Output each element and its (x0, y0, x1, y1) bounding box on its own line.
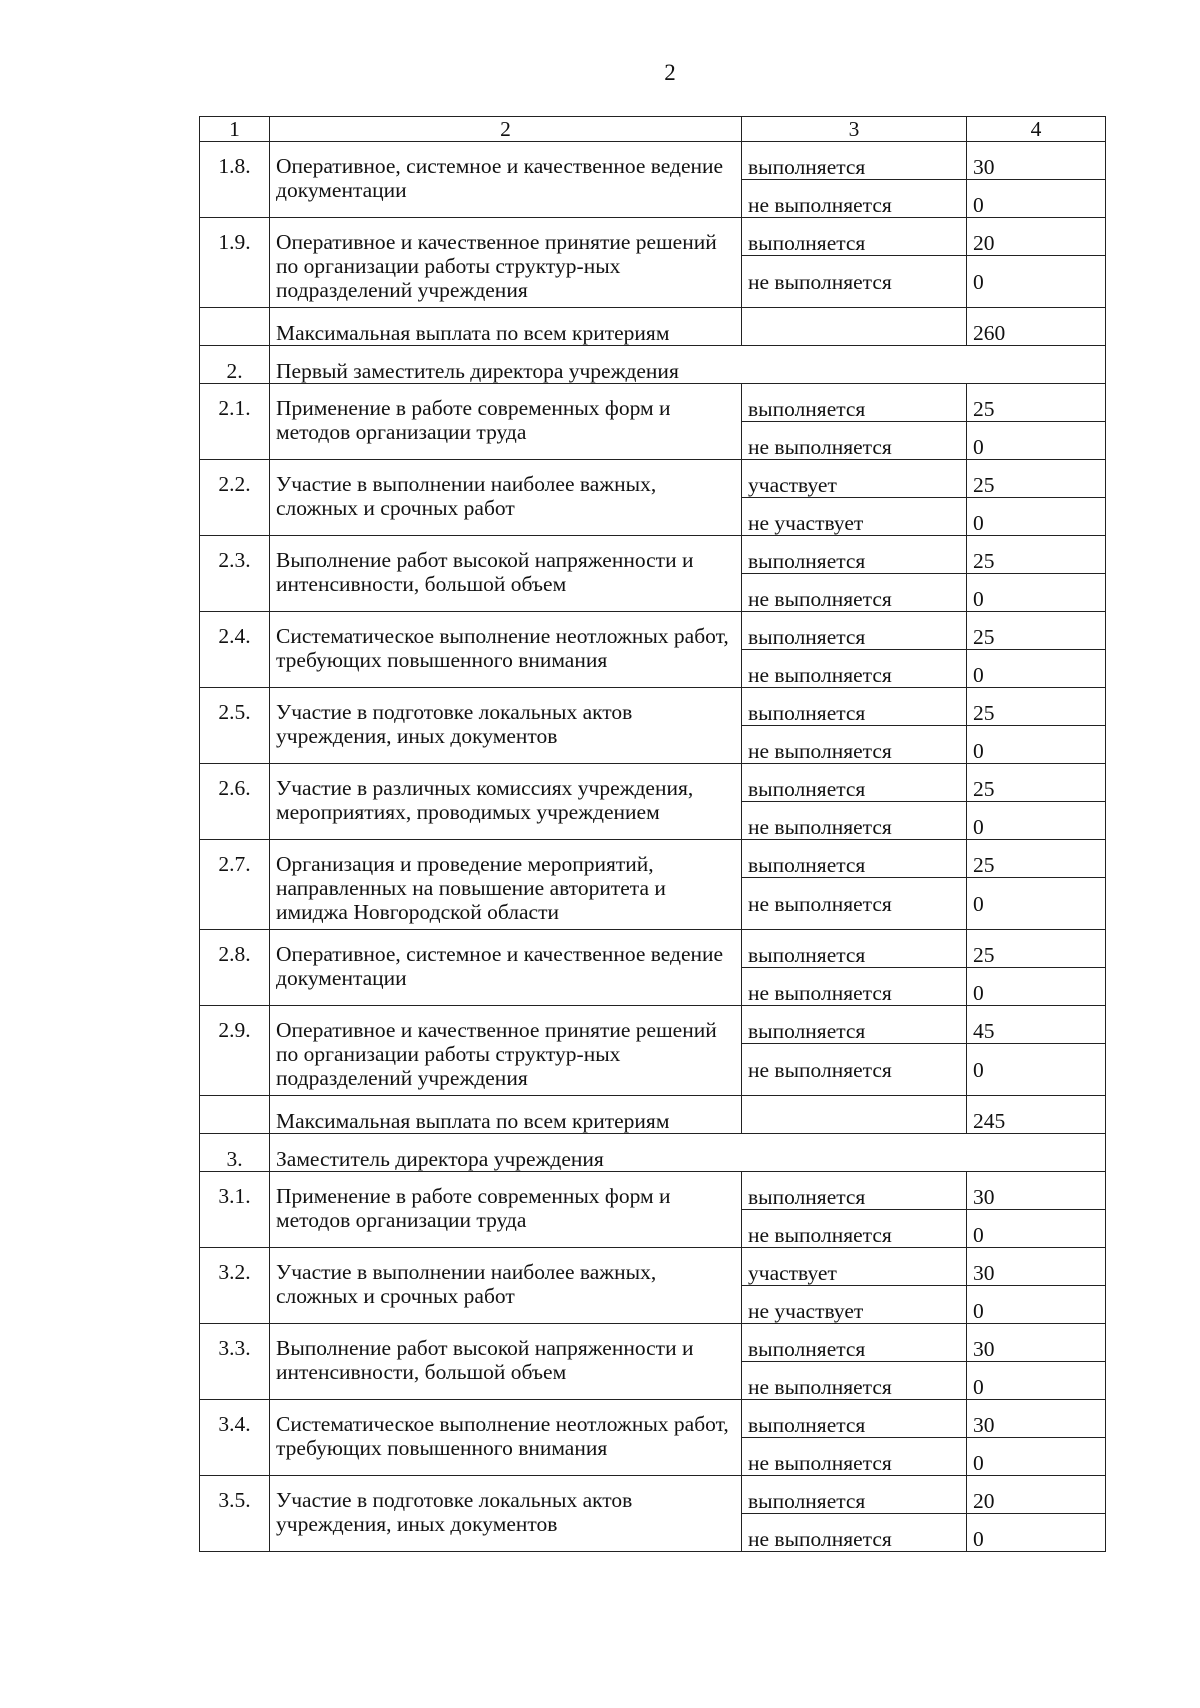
outcome-status: выполняется (742, 840, 967, 878)
criterion-number: 3.5. (200, 1476, 270, 1552)
criterion-row (200, 930, 1106, 968)
outcome-status: не выполняется (742, 256, 967, 308)
criterion-number: 2.6. (200, 764, 270, 840)
outcome-status: участвует (742, 460, 967, 498)
outcome-score: 20 (967, 1476, 1106, 1514)
outcome-status: не выполняется (742, 1438, 967, 1476)
criterion-text: Оперативное и качественное принятие решений по организации работы структур-ных подразделений учреждения (270, 1006, 742, 1096)
outcome-score: 0 (967, 1044, 1106, 1096)
outcome-status: выполняется (742, 1324, 967, 1362)
outcome-score: 25 (967, 612, 1106, 650)
outcome-score: 25 (967, 930, 1106, 968)
outcome-score: 30 (967, 142, 1106, 180)
criterion-number: 3.1. (200, 1172, 270, 1248)
outcome-score: 30 (967, 1172, 1106, 1210)
criterion-row (200, 1400, 1106, 1438)
criterion-text: Оперативное, системное и качественное ведение документации (270, 142, 742, 218)
outcome-score: 0 (967, 256, 1106, 308)
outcome-score: 0 (967, 1210, 1106, 1248)
outcome-status: выполняется (742, 1400, 967, 1438)
criterion-text: Выполнение работ высокой напряженности и интенсивности, большой объем (270, 1324, 742, 1400)
outcome-score: 0 (967, 968, 1106, 1006)
outcome-status: не участвует (742, 1286, 967, 1324)
outcome-status: выполняется (742, 688, 967, 726)
outcome-status: не выполняется (742, 650, 967, 688)
outcome-score: 25 (967, 536, 1106, 574)
total-row (200, 308, 1106, 346)
criterion-number: 1.9. (200, 218, 270, 308)
page-number: 2 (664, 60, 676, 85)
outcome-score: 0 (967, 422, 1106, 460)
section-number: 2. (200, 346, 270, 384)
outcome-score: 30 (967, 1400, 1106, 1438)
criterion-text: Выполнение работ высокой напряженности и интенсивности, большой объем (270, 536, 742, 612)
criterion-number: 1.8. (200, 142, 270, 218)
criterion-row (200, 840, 1106, 878)
outcome-score: 0 (967, 574, 1106, 612)
outcome-score: 0 (967, 650, 1106, 688)
criterion-number: 2.4. (200, 612, 270, 688)
criterion-text: Организация и проведение мероприятий, направленных на повышение авторитета и имиджа Новгородской области (270, 840, 742, 930)
column-number-row (200, 117, 1106, 142)
outcome-status: выполняется (742, 930, 967, 968)
outcome-score: 20 (967, 218, 1106, 256)
outcome-score: 0 (967, 1438, 1106, 1476)
total-score: 260 (967, 308, 1106, 346)
outcome-score: 0 (967, 1362, 1106, 1400)
outcome-status: выполняется (742, 612, 967, 650)
total-label: Максимальная выплата по всем критериям (270, 1096, 742, 1134)
criterion-text: Применение в работе современных форм и методов организации труда (270, 384, 742, 460)
section-title: Первый заместитель директора учреждения (270, 346, 1106, 384)
outcome-status: не выполняется (742, 1044, 967, 1096)
outcome-status: выполняется (742, 536, 967, 574)
outcome-score: 30 (967, 1324, 1106, 1362)
criterion-row (200, 536, 1106, 574)
criterion-text: Применение в работе современных форм и методов организации труда (270, 1172, 742, 1248)
outcome-status: не выполняется (742, 802, 967, 840)
criterion-row (200, 1172, 1106, 1210)
outcome-status: выполняется (742, 218, 967, 256)
criterion-row (200, 1248, 1106, 1286)
outcome-status: выполняется (742, 1476, 967, 1514)
criterion-text: Систематическое выполнение неотложных работ, требующих повышенного внимания (270, 1400, 742, 1476)
criterion-row (200, 218, 1106, 256)
column-number: 2 (270, 117, 742, 142)
criterion-text: Участие в подготовке локальных актов учреждения, иных документов (270, 688, 742, 764)
outcome-status: не участвует (742, 498, 967, 536)
criterion-number: 3.3. (200, 1324, 270, 1400)
outcome-score: 0 (967, 498, 1106, 536)
outcome-status: не выполняется (742, 422, 967, 460)
outcome-score: 25 (967, 764, 1106, 802)
outcome-score: 30 (967, 1248, 1106, 1286)
outcome-score: 0 (967, 1286, 1106, 1324)
outcome-status: не выполняется (742, 574, 967, 612)
total-number (200, 308, 270, 346)
criterion-number: 2.2. (200, 460, 270, 536)
outcome-score: 0 (967, 180, 1106, 218)
outcome-score: 45 (967, 1006, 1106, 1044)
criterion-row (200, 142, 1106, 180)
outcome-score: 25 (967, 384, 1106, 422)
criterion-text: Оперативное и качественное принятие решений по организации работы структур-ных подразделений учреждения (270, 218, 742, 308)
outcome-status: выполняется (742, 1006, 967, 1044)
outcome-score: 0 (967, 726, 1106, 764)
criterion-number: 3.4. (200, 1400, 270, 1476)
criterion-number: 2.5. (200, 688, 270, 764)
outcome-status: не выполняется (742, 968, 967, 1006)
criteria-table-body (200, 117, 1106, 1552)
criterion-text: Оперативное, системное и качественное ведение документации (270, 930, 742, 1006)
total-score: 245 (967, 1096, 1106, 1134)
outcome-score: 0 (967, 802, 1106, 840)
section-row (200, 1134, 1106, 1172)
criterion-row (200, 764, 1106, 802)
outcome-status: выполняется (742, 764, 967, 802)
criterion-number: 2.1. (200, 384, 270, 460)
criterion-text: Участие в выполнении наиболее важных, сложных и срочных работ (270, 460, 742, 536)
outcome-score: 25 (967, 460, 1106, 498)
criterion-row (200, 688, 1106, 726)
criterion-text: Участие в выполнении наиболее важных, сложных и срочных работ (270, 1248, 742, 1324)
outcome-status: выполняется (742, 142, 967, 180)
criteria-table (199, 116, 1106, 1552)
section-title: Заместитель директора учреждения (270, 1134, 1106, 1172)
column-number: 3 (742, 117, 967, 142)
criterion-row (200, 384, 1106, 422)
criterion-number: 2.3. (200, 536, 270, 612)
column-number: 4 (967, 117, 1106, 142)
criterion-text: Участие в подготовке локальных актов учреждения, иных документов (270, 1476, 742, 1552)
criterion-number: 2.9. (200, 1006, 270, 1096)
outcome-status: не выполняется (742, 878, 967, 930)
total-number (200, 1096, 270, 1134)
total-status-empty (742, 308, 967, 346)
criterion-row (200, 1476, 1106, 1514)
outcome-score: 25 (967, 688, 1106, 726)
criterion-text: Участие в различных комиссиях учреждения, мероприятиях, проводимых учреждением (270, 764, 742, 840)
criterion-row (200, 460, 1106, 498)
outcome-status: участвует (742, 1248, 967, 1286)
outcome-status: выполняется (742, 1172, 967, 1210)
outcome-score: 25 (967, 840, 1106, 878)
outcome-score: 0 (967, 878, 1106, 930)
outcome-status: выполняется (742, 384, 967, 422)
total-status-empty (742, 1096, 967, 1134)
criterion-row (200, 612, 1106, 650)
outcome-status: не выполняется (742, 1210, 967, 1248)
criterion-text: Систематическое выполнение неотложных работ, требующих повышенного внимания (270, 612, 742, 688)
criterion-row (200, 1006, 1106, 1044)
criterion-row (200, 1324, 1106, 1362)
outcome-status: не выполняется (742, 1362, 967, 1400)
criterion-number: 3.2. (200, 1248, 270, 1324)
criterion-number: 2.7. (200, 840, 270, 930)
section-number: 3. (200, 1134, 270, 1172)
column-number: 1 (200, 117, 270, 142)
outcome-status: не выполняется (742, 180, 967, 218)
section-row (200, 346, 1106, 384)
outcome-status: не выполняется (742, 1514, 967, 1552)
criterion-number: 2.8. (200, 930, 270, 1006)
outcome-score: 0 (967, 1514, 1106, 1552)
outcome-status: не выполняется (742, 726, 967, 764)
total-label: Максимальная выплата по всем критериям (270, 308, 742, 346)
total-row (200, 1096, 1106, 1134)
